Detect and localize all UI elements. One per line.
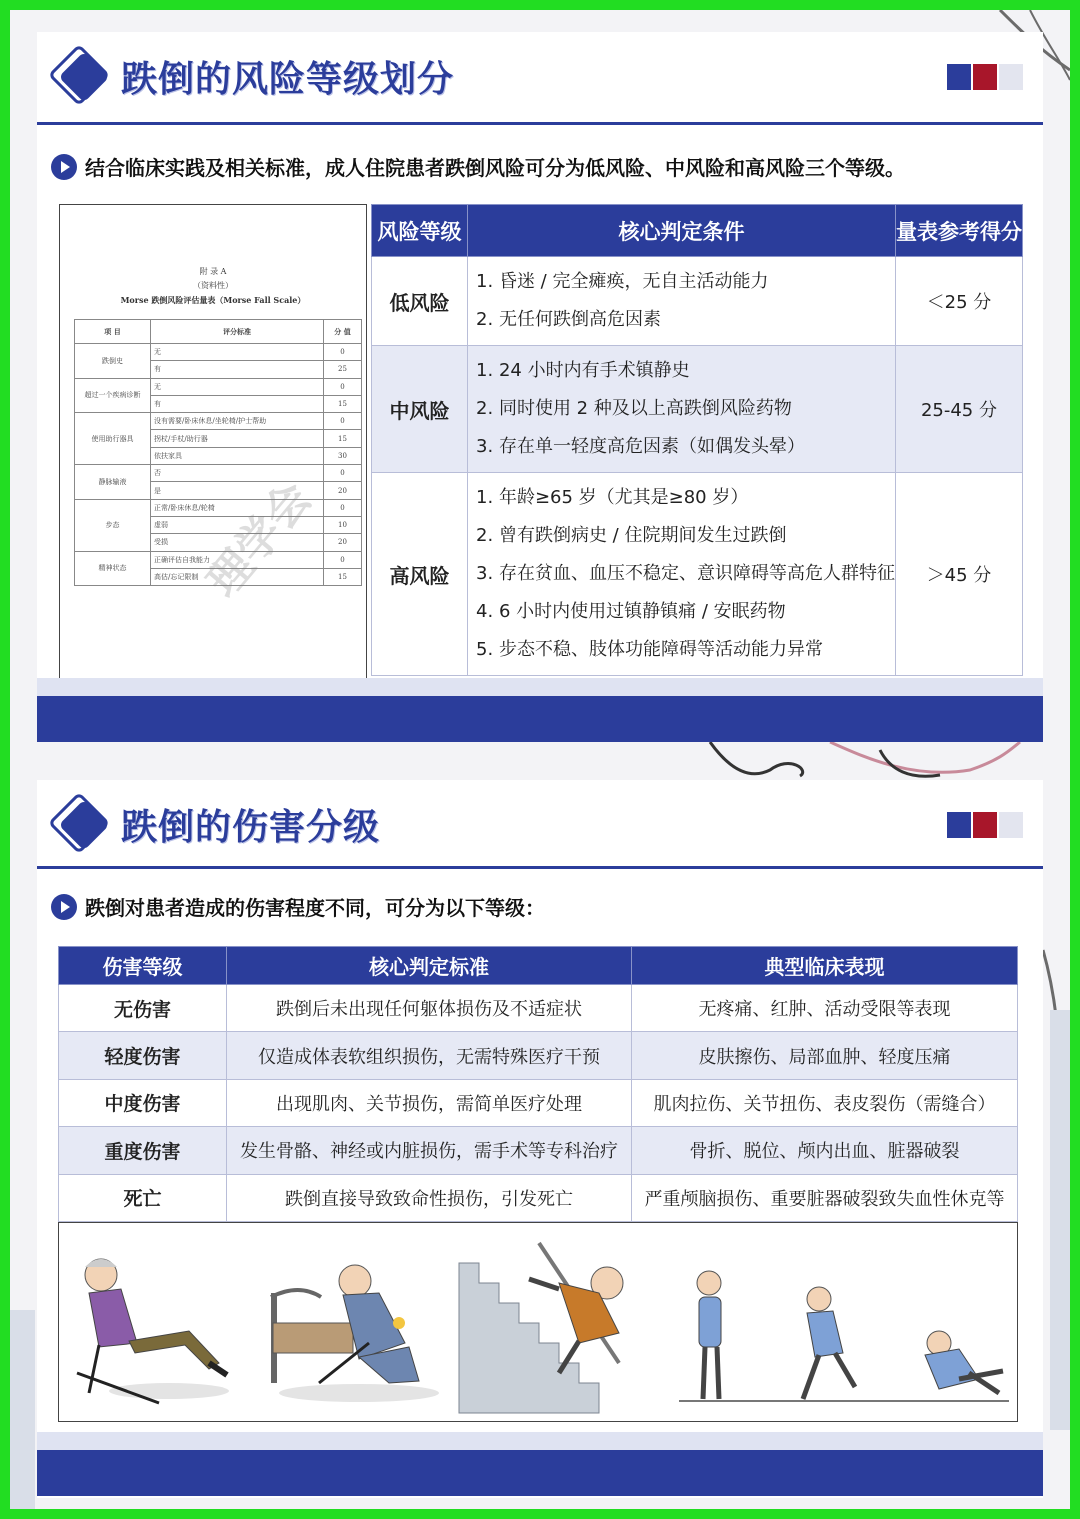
morse-item: 步态	[75, 499, 151, 551]
harm-row	[59, 1032, 1018, 1079]
play-bullet-icon	[51, 894, 77, 920]
risk-condition: 1. 24 小时内有手术镇静史	[476, 360, 690, 381]
harm-row	[59, 1127, 1018, 1174]
morse-score: 0	[324, 551, 362, 568]
morse-criteria: 正常/卧床休息/轮椅	[151, 499, 324, 516]
morse-criteria: 依扶家具	[151, 447, 324, 464]
morse-criteria: 正确评估自我能力	[151, 551, 324, 568]
fallen-elder-by-bed-figure	[271, 1265, 439, 1402]
morse-score: 0	[324, 413, 362, 430]
morse-item: 静脉输液	[75, 465, 151, 500]
risk-condition: 2. 曾有跌倒病史 / 住院期间发生过跌倒	[476, 525, 787, 546]
risk-level: 低风险	[372, 257, 468, 346]
risk-score: ＜25 分	[895, 257, 1022, 346]
intro-line	[51, 892, 545, 921]
section-title: 跌倒的伤害分级	[121, 806, 381, 848]
intro-text: 结合临床实践及相关标准，成人住院患者跌倒风险可分为低风险、中风险和高风险三个等级。	[85, 156, 905, 180]
morse-caption-type: （资料性）	[193, 281, 233, 290]
morse-caption-title: Morse 跌倒风险评估量表（Morse Fall Scale）	[120, 295, 306, 305]
harm-header-criteria: 核心判定标准	[227, 947, 632, 985]
color-flag-icon	[947, 812, 1023, 838]
harm-criteria: 跌倒后未出现任何躯体损伤及不适症状	[227, 985, 632, 1032]
morse-score: 0	[324, 499, 362, 516]
play-bullet-icon	[51, 154, 77, 180]
risk-level: 中风险	[372, 346, 468, 473]
footer-band	[37, 678, 1043, 696]
harm-row	[59, 1079, 1018, 1126]
harm-header-signs: 典型临床表现	[632, 947, 1018, 985]
risk-header-level: 风险等级	[372, 205, 468, 257]
morse-score: 20	[324, 482, 362, 499]
morse-header: 评分标准	[151, 320, 324, 344]
fall-sequence-figure	[679, 1271, 1009, 1401]
risk-condition: 1. 昏迷 / 完全瘫痪，无自主活动能力	[476, 271, 769, 292]
risk-condition: 1. 年龄≥65 岁（尤其是≥80 岁）	[476, 487, 749, 508]
falling-elderly-figures	[59, 1223, 1019, 1423]
morse-score: 30	[324, 447, 362, 464]
morse-item: 精神状态	[75, 551, 151, 586]
risk-row-medium	[372, 346, 1023, 473]
risk-level-panel	[37, 32, 1043, 742]
harm-header-level: 伤害等级	[59, 947, 227, 985]
morse-criteria: 虚弱	[151, 516, 324, 533]
risk-condition: 2. 无任何跌倒高危因素	[476, 309, 661, 330]
morse-criteria: 否	[151, 465, 324, 482]
section-title: 跌倒的风险等级划分	[121, 58, 455, 100]
harm-signs: 无疼痛、红肿、活动受限等表现	[632, 985, 1018, 1032]
harm-level: 无伤害	[59, 985, 227, 1032]
harm-criteria: 跌倒直接导致致命性损伤，引发死亡	[227, 1174, 632, 1221]
risk-conditions	[468, 257, 896, 346]
intro-line	[51, 152, 905, 181]
morse-score: 15	[324, 430, 362, 447]
injury-grade-table	[58, 946, 1018, 1222]
harm-row	[59, 985, 1018, 1032]
harm-signs: 骨折、脱位、颅内出血、脏器破裂	[632, 1127, 1018, 1174]
harm-level: 重度伤害	[59, 1127, 227, 1174]
risk-row-high	[372, 473, 1023, 676]
divider	[37, 866, 1043, 869]
section-header	[49, 44, 454, 108]
harm-level: 中度伤害	[59, 1079, 227, 1126]
injury-grade-panel	[37, 780, 1043, 1498]
morse-item: 跌倒史	[75, 344, 151, 379]
harm-criteria: 出现肌肉、关节损伤，需简单医疗处理	[227, 1079, 632, 1126]
risk-conditions	[468, 346, 896, 473]
morse-score: 15	[324, 395, 362, 412]
morse-criteria: 有	[151, 395, 324, 412]
morse-criteria: 是	[151, 482, 324, 499]
footer-bar	[37, 696, 1043, 742]
morse-score: 0	[324, 344, 362, 361]
morse-score: 25	[324, 361, 362, 378]
harm-level: 死亡	[59, 1174, 227, 1221]
morse-criteria: 受损	[151, 534, 324, 551]
diamond-icon	[49, 793, 111, 855]
intro-text: 跌倒对患者造成的伤害程度不同，可分为以下等级：	[85, 896, 545, 920]
risk-header-score: 量表参考得分	[895, 205, 1022, 257]
morse-scale-image	[59, 204, 367, 680]
morse-score: 10	[324, 516, 362, 533]
morse-caption-appendix: 附 录 A	[199, 267, 227, 276]
footer-band	[37, 1432, 1043, 1450]
morse-header: 项 目	[75, 320, 151, 344]
harm-level: 轻度伤害	[59, 1032, 227, 1079]
risk-condition: 2. 同时使用 2 种及以上高跌倒风险药物	[476, 398, 792, 419]
risk-level-table	[371, 204, 1023, 676]
morse-criteria: 拐杖/手杖/助行器	[151, 430, 324, 447]
risk-score: ＞45 分	[895, 473, 1022, 676]
harm-criteria: 发生骨骼、神经或内脏损伤，需手术等专科治疗	[227, 1127, 632, 1174]
morse-score: 20	[324, 534, 362, 551]
harm-row	[59, 1174, 1018, 1221]
risk-conditions	[468, 473, 896, 676]
risk-condition: 5. 步态不稳、肢体功能障碍等活动能力异常	[476, 639, 823, 660]
morse-score: 15	[324, 568, 362, 585]
morse-item: 使用助行器具	[75, 413, 151, 465]
morse-score: 0	[324, 378, 362, 395]
morse-header: 分 值	[324, 320, 362, 344]
divider	[37, 122, 1043, 125]
morse-criteria: 高估/忘记限制	[151, 568, 324, 585]
risk-condition: 3. 存在单一轻度高危因素（如偶发头晕）	[476, 436, 805, 457]
section-header	[49, 792, 380, 856]
harm-signs: 皮肤擦伤、局部血肿、轻度压痛	[632, 1032, 1018, 1079]
harm-signs: 肌肉拉伤、关节扭伤、表皮裂伤（需缝合）	[632, 1079, 1018, 1126]
falling-down-stairs-figure	[459, 1243, 623, 1413]
diamond-icon	[49, 45, 111, 107]
color-flag-icon	[947, 64, 1023, 90]
morse-criteria: 无	[151, 378, 324, 395]
risk-row-low	[372, 257, 1023, 346]
page	[10, 10, 1070, 1509]
fallen-elder-with-cane-figure	[77, 1259, 229, 1403]
risk-score: 25-45 分	[895, 346, 1022, 473]
risk-level: 高风险	[372, 473, 468, 676]
harm-criteria: 仅造成体表软组织损伤，无需特殊医疗干预	[227, 1032, 632, 1079]
morse-criteria: 无	[151, 344, 324, 361]
risk-condition: 4. 6 小时内使用过镇静镇痛 / 安眠药物	[476, 601, 786, 622]
footer-bar	[37, 1450, 1043, 1496]
harm-signs: 严重颅脑损伤、重要脏器破裂致失血性休克等	[632, 1174, 1018, 1221]
watermark: 理学会	[197, 472, 322, 607]
morse-criteria: 没有需要/卧床休息/坐轮椅/护士帮助	[151, 413, 324, 430]
morse-item: 超过一个疾病诊断	[75, 378, 151, 413]
morse-score: 0	[324, 465, 362, 482]
morse-criteria: 有	[151, 361, 324, 378]
risk-header-conditions: 核心判定条件	[468, 205, 896, 257]
risk-condition: 3. 存在贫血、血压不稳定、意识障碍等高危人群特征	[476, 563, 895, 584]
fall-illustrations	[58, 1222, 1018, 1422]
